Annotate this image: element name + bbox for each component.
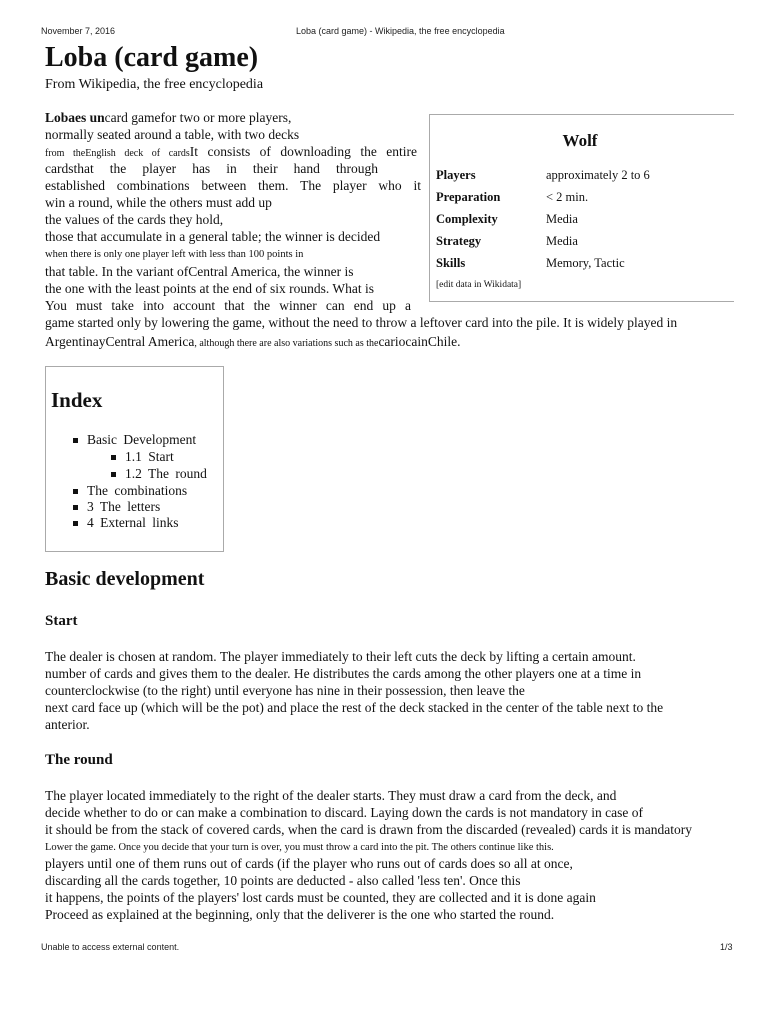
round-line-1: The player located immediately to the right of the dealer starts. They must draw a card from the deck, and <box>45 788 617 803</box>
toc-bullet-icon <box>73 489 78 494</box>
intro-line-5: established combinations between them. The player who it <box>45 178 421 193</box>
toc-item-external-links[interactable]: 4 External links <box>87 515 179 530</box>
infobox-title: Wolf <box>562 131 598 150</box>
intro-line-3-text: It consists of downloading the entire <box>189 144 417 159</box>
intro-line-4: cardsthat the player has in their hand through <box>45 161 378 176</box>
intro-line-14-small: , although there are also variations such as the <box>194 338 379 349</box>
infobox-label-preparation: Preparation <box>436 190 501 204</box>
intro-line-6: win a round, while the others must add up <box>45 195 272 210</box>
infobox-label-skills: Skills <box>436 256 466 270</box>
infobox-value-strategy: Media <box>546 234 578 248</box>
round-line-3: it should be from the stack of covered cards, when the card is drawn from the discarded (revealed) cards it is mandatory <box>45 822 693 837</box>
intro-line-12: You must take into account that the winner can end up a <box>45 298 411 313</box>
table-of-contents <box>45 366 224 552</box>
intro-line-8: those that accumulate in a general table; the winner is decided <box>45 229 381 244</box>
intro-line-14-b: cariocainChile. <box>378 334 461 349</box>
infobox-value-players: approximately 2 to 6 <box>546 168 650 182</box>
toc-item-the-round[interactable]: 1.2 The round <box>125 466 207 481</box>
infobox-label-strategy: Strategy <box>436 234 482 248</box>
article-title: Loba (card game) <box>45 42 259 73</box>
toc-bullet-icon <box>73 505 78 510</box>
start-line-2: number of cards and gives them to the dealer. He distributes the cards among the other players one at a time in <box>45 666 642 681</box>
start-line-3: counterclockwise (to the right) until everyone has nine in their possession, then leave the <box>45 683 525 698</box>
infobox <box>429 114 734 302</box>
round-line-6: discarding all the cards together, 10 points are deducted - also called 'less ten'. Once this <box>45 873 521 888</box>
round-line-7: it happens, the points of the players' lost cards must be counted, they are collected and it is done again <box>45 890 596 905</box>
infobox-value-complexity: Media <box>546 212 578 226</box>
start-line-1: The dealer is chosen at random. The player immediately to their left cuts the deck by lifting a certain amount. <box>45 649 636 664</box>
toc-item-start[interactable]: 1.1 Start <box>125 449 174 464</box>
round-line-4: Lower the game. Once you decide that your turn is over, you must throw a card into the pit. The others continue like this. <box>45 842 554 853</box>
intro-small-text: from theEnglish deck of cards <box>45 148 190 159</box>
article-subtitle: From Wikipedia, the free encyclopedia <box>45 77 264 92</box>
page-number: 1/3 <box>720 942 733 952</box>
round-line-2: decide whether to do or can make a combination to discard. Laying down the cards is not mandatory in case of <box>45 805 643 820</box>
toc-item-combinations[interactable]: The combinations <box>87 483 188 498</box>
infobox-value-skills: Memory, Tactic <box>546 256 625 270</box>
subsection-heading-round: The round <box>45 752 113 768</box>
toc-bullet-icon <box>73 438 78 443</box>
round-line-5: players until one of them runs out of cards (if the player who runs out of cards does so all at once, <box>45 856 573 871</box>
print-date: November 7, 2016 <box>41 26 116 36</box>
start-line-5: anterior. <box>45 717 90 732</box>
round-line-8: Proceed as explained at the beginning, only that the deliverer is the one who started the round. <box>45 907 555 922</box>
toc-item-letters[interactable]: 3 The letters <box>87 499 161 514</box>
print-page-title: Loba (card game) - Wikipedia, the free encyclopedia <box>296 26 505 36</box>
toc-bullet-icon <box>111 455 116 460</box>
toc-item-basic-development[interactable]: Basic Development <box>87 432 197 447</box>
intro-line-11: the one with the least points at the end of six rounds. What is <box>45 281 374 296</box>
intro-line-14 <box>45 333 461 352</box>
subsection-heading-start: Start <box>45 613 78 629</box>
intro-line-10: that table. In the variant ofCentral America, the winner is <box>45 264 354 279</box>
toc-bullet-icon <box>73 521 78 526</box>
intro-line-7: the values of the cards they hold, <box>45 212 224 227</box>
intro-line-2: normally seated around a table, with two decks <box>45 127 300 142</box>
toc-title: Index <box>51 388 103 412</box>
intro-line-13: game started only by lowering the game, without the need to throw a leftover card into the pile. It is widely played in <box>45 315 678 330</box>
infobox-value-preparation: < 2 min. <box>546 190 589 204</box>
footer-note: Unable to access external content. <box>41 942 180 952</box>
intro-bold-term: Lobaes un <box>45 110 105 125</box>
infobox-edit-link[interactable]: [edit data in Wikidata] <box>436 280 522 290</box>
infobox-label-players: Players <box>436 168 476 182</box>
infobox-label-complexity: Complexity <box>436 212 498 226</box>
intro-line-14-a: ArgentinayCentral America <box>45 334 195 349</box>
intro-line-9: when there is only one player left with less than 100 points in <box>45 249 304 260</box>
intro-line-1-text: card gamefor two or more players, <box>104 110 292 125</box>
start-line-4: next card face up (which will be the pot) and place the rest of the deck stacked in the center of the table next to the <box>45 700 664 715</box>
intro-line-1 <box>45 109 291 126</box>
section-heading-basic-development: Basic development <box>45 568 205 590</box>
toc-bullet-icon <box>111 472 116 477</box>
